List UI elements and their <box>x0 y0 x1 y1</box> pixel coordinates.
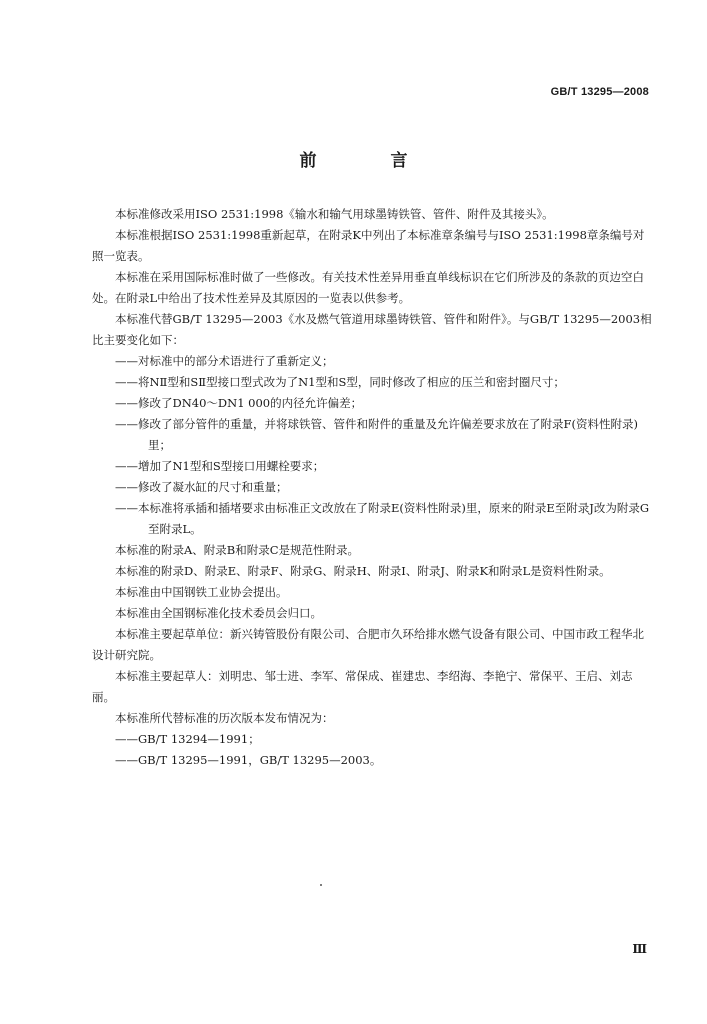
page-number: Ⅲ <box>632 942 647 956</box>
paragraph: 本标准修改采用ISO 2531:1998《输水和输气用球墨铸铁管、管件、附件及其接头》。 <box>115 207 554 221</box>
list-item: ——GB/T 13295—1991，GB/T 13295—2003。 <box>115 753 382 767</box>
paragraph: 本标准的附录A、附录B和附录C是规范性附录。 <box>115 543 360 557</box>
paragraph: 本标准主要起草人：刘明忠、邹士进、李军、常保成、崔建忠、李绍海、李艳宁、常保平、王启、刘志丽。 <box>92 669 633 704</box>
paragraph: 本标准的附录D、附录E、附录F、附录G、附录H、附录I、附录J、附录K和附录L是资料性附录。 <box>115 564 611 578</box>
foreword-body <box>92 204 652 771</box>
page-title: 前 言 <box>299 151 442 171</box>
paragraph: 本标准由中国钢铁工业协会提出。 <box>115 585 288 599</box>
list-item: ——将NⅡ型和SⅡ型接口型式改为了N1型和S型，同时修改了相应的压兰和密封圈尺寸； <box>115 375 565 389</box>
standard-number: GB/T 13295—2008 <box>550 86 649 98</box>
list-item: ——修改了部分管件的重量，并将球铁管、管件和附件的重量及允许偏差要求放在了附录F(资料性附录)里； <box>115 417 638 452</box>
paragraph: 本标准主要起草单位：新兴铸管股份有限公司、合肥市久环给排水燃气设备有限公司、中国市政工程华北设计研究院。 <box>92 627 644 662</box>
list-item: ——修改了凝水缸的尺寸和重量； <box>115 480 288 494</box>
list-item: ——修改了DN40～DN1 000的内径允许偏差； <box>115 396 363 410</box>
paragraph: 本标准在采用国际标准时做了一些修改。有关技术性差异用垂直单线标识在它们所涉及的条款的页边空白处。在附录L中给出了技术性差异及其原因的一览表以供参考。 <box>92 270 644 305</box>
list-item: ——GB/T 13294—1991； <box>115 732 260 746</box>
list-item: ——本标准将承插和插堵要求由标准正文改放在了附录E(资料性附录)里，原来的附录E至附录J改为附录G至附录L。 <box>115 501 650 536</box>
scan-speck <box>320 884 322 886</box>
paragraph: 本标准由全国钢标准化技术委员会归口。 <box>115 606 322 620</box>
paragraph: 本标准代替GB/T 13295—2003《水及燃气管道用球墨铸铁管、管件和附件》。与GB/T 13295—2003相比主要变化如下： <box>92 312 652 347</box>
paragraph: 本标准所代替标准的历次版本发布情况为： <box>115 711 334 725</box>
list-item: ——对标准中的部分术语进行了重新定义； <box>115 354 334 368</box>
list-item: ——增加了N1型和S型接口用螺栓要求； <box>115 459 325 473</box>
changes-list <box>92 351 652 540</box>
paragraph: 本标准根据ISO 2531:1998重新起草，在附录K中列出了本标准章条编号与ISO 2531:1998章条编号对照一览表。 <box>92 228 645 263</box>
history-list <box>92 729 652 771</box>
